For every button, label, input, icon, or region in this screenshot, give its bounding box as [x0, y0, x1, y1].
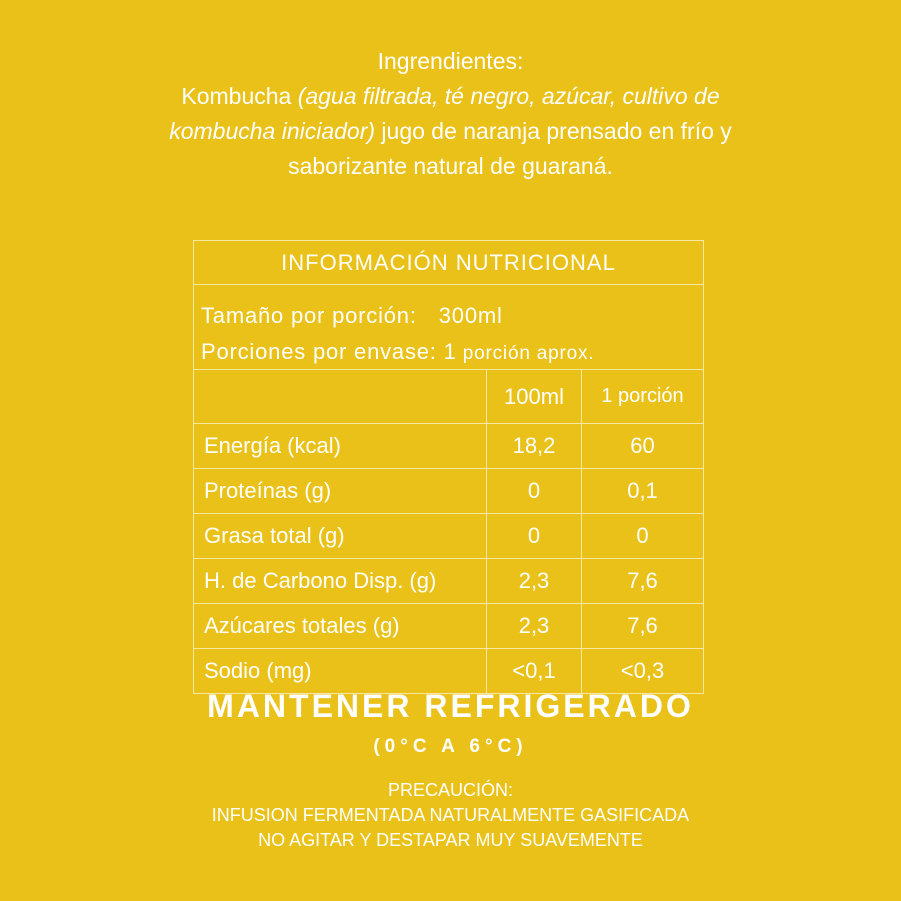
nutrient-per100: <0,1 — [487, 649, 582, 694]
nutrient-per100: 2,3 — [487, 559, 582, 604]
serving-info — [194, 285, 703, 370]
caution-heading: PRECAUCIÓN: — [387, 780, 513, 800]
portions-unit: porción aprox. — [456, 343, 595, 364]
column-header-portion: 1 porción — [582, 370, 704, 424]
nutrient-portion: 60 — [582, 424, 704, 469]
table-row — [194, 604, 703, 649]
nutrient-portion: 7,6 — [582, 559, 704, 604]
nutrient-label: Proteínas (g) — [194, 469, 487, 514]
ingredients-text — [150, 79, 751, 184]
nutrient-per100: 18,2 — [487, 424, 582, 469]
table-row — [194, 469, 703, 514]
storage-title: MANTENER REFRIGERADO — [207, 688, 694, 724]
serving-size-value: 300ml — [438, 303, 503, 328]
nutrition-table — [193, 240, 704, 694]
caution-line-2: NO AGITAR Y DESTAPAR MUY SUAVEMENTE — [258, 830, 643, 850]
nutrient-label: Grasa total (g) — [194, 514, 487, 559]
nutrient-label: Azúcares totales (g) — [194, 604, 487, 649]
header-empty-cell — [194, 370, 487, 424]
nutrient-portion: <0,3 — [582, 649, 704, 694]
ingredients-rest: jugo de naranja prensado en frío y saborizante natural de guaraná. — [288, 118, 732, 179]
nutrition-title: INFORMACIÓN NUTRICIONAL — [194, 241, 703, 285]
nutrient-grid — [194, 370, 703, 693]
nutrient-portion: 0 — [582, 514, 704, 559]
caution-block — [0, 778, 901, 853]
ingredients-prefix: Kombucha — [181, 83, 298, 109]
table-row — [194, 424, 703, 469]
column-header-100ml: 100ml — [487, 370, 582, 424]
portions-per-package — [201, 334, 703, 372]
nutrient-per100: 0 — [487, 514, 582, 559]
ingredients-italic: (agua filtrada, té negro, azúcar, cultivo de kombucha iniciador) — [169, 83, 720, 144]
caution-line-1: INFUSION FERMENTADA NATURALMENTE GASIFICADA — [211, 805, 690, 825]
portions-number: 1 — [443, 339, 457, 364]
nutrient-portion: 0,1 — [582, 469, 704, 514]
nutrient-label: H. de Carbono Disp. (g) — [194, 559, 487, 604]
storage-temperature: (0°C A 6°C) — [373, 736, 528, 757]
table-row — [194, 514, 703, 559]
ingredients-block — [150, 44, 751, 184]
ingredients-heading: Ingrendientes: — [377, 48, 524, 74]
nutrient-per100: 2,3 — [487, 604, 582, 649]
nutrient-label: Energía (kcal) — [194, 424, 487, 469]
table-row — [194, 559, 703, 604]
column-header-row — [194, 370, 703, 424]
serving-size — [201, 298, 703, 334]
table-row — [194, 649, 703, 694]
nutrient-label: Sodio (mg) — [194, 649, 487, 694]
portions-label: Porciones por envase: — [201, 339, 437, 364]
serving-size-label: Tamaño por porción: — [201, 303, 417, 328]
nutrient-portion: 7,6 — [582, 604, 704, 649]
nutrient-per100: 0 — [487, 469, 582, 514]
